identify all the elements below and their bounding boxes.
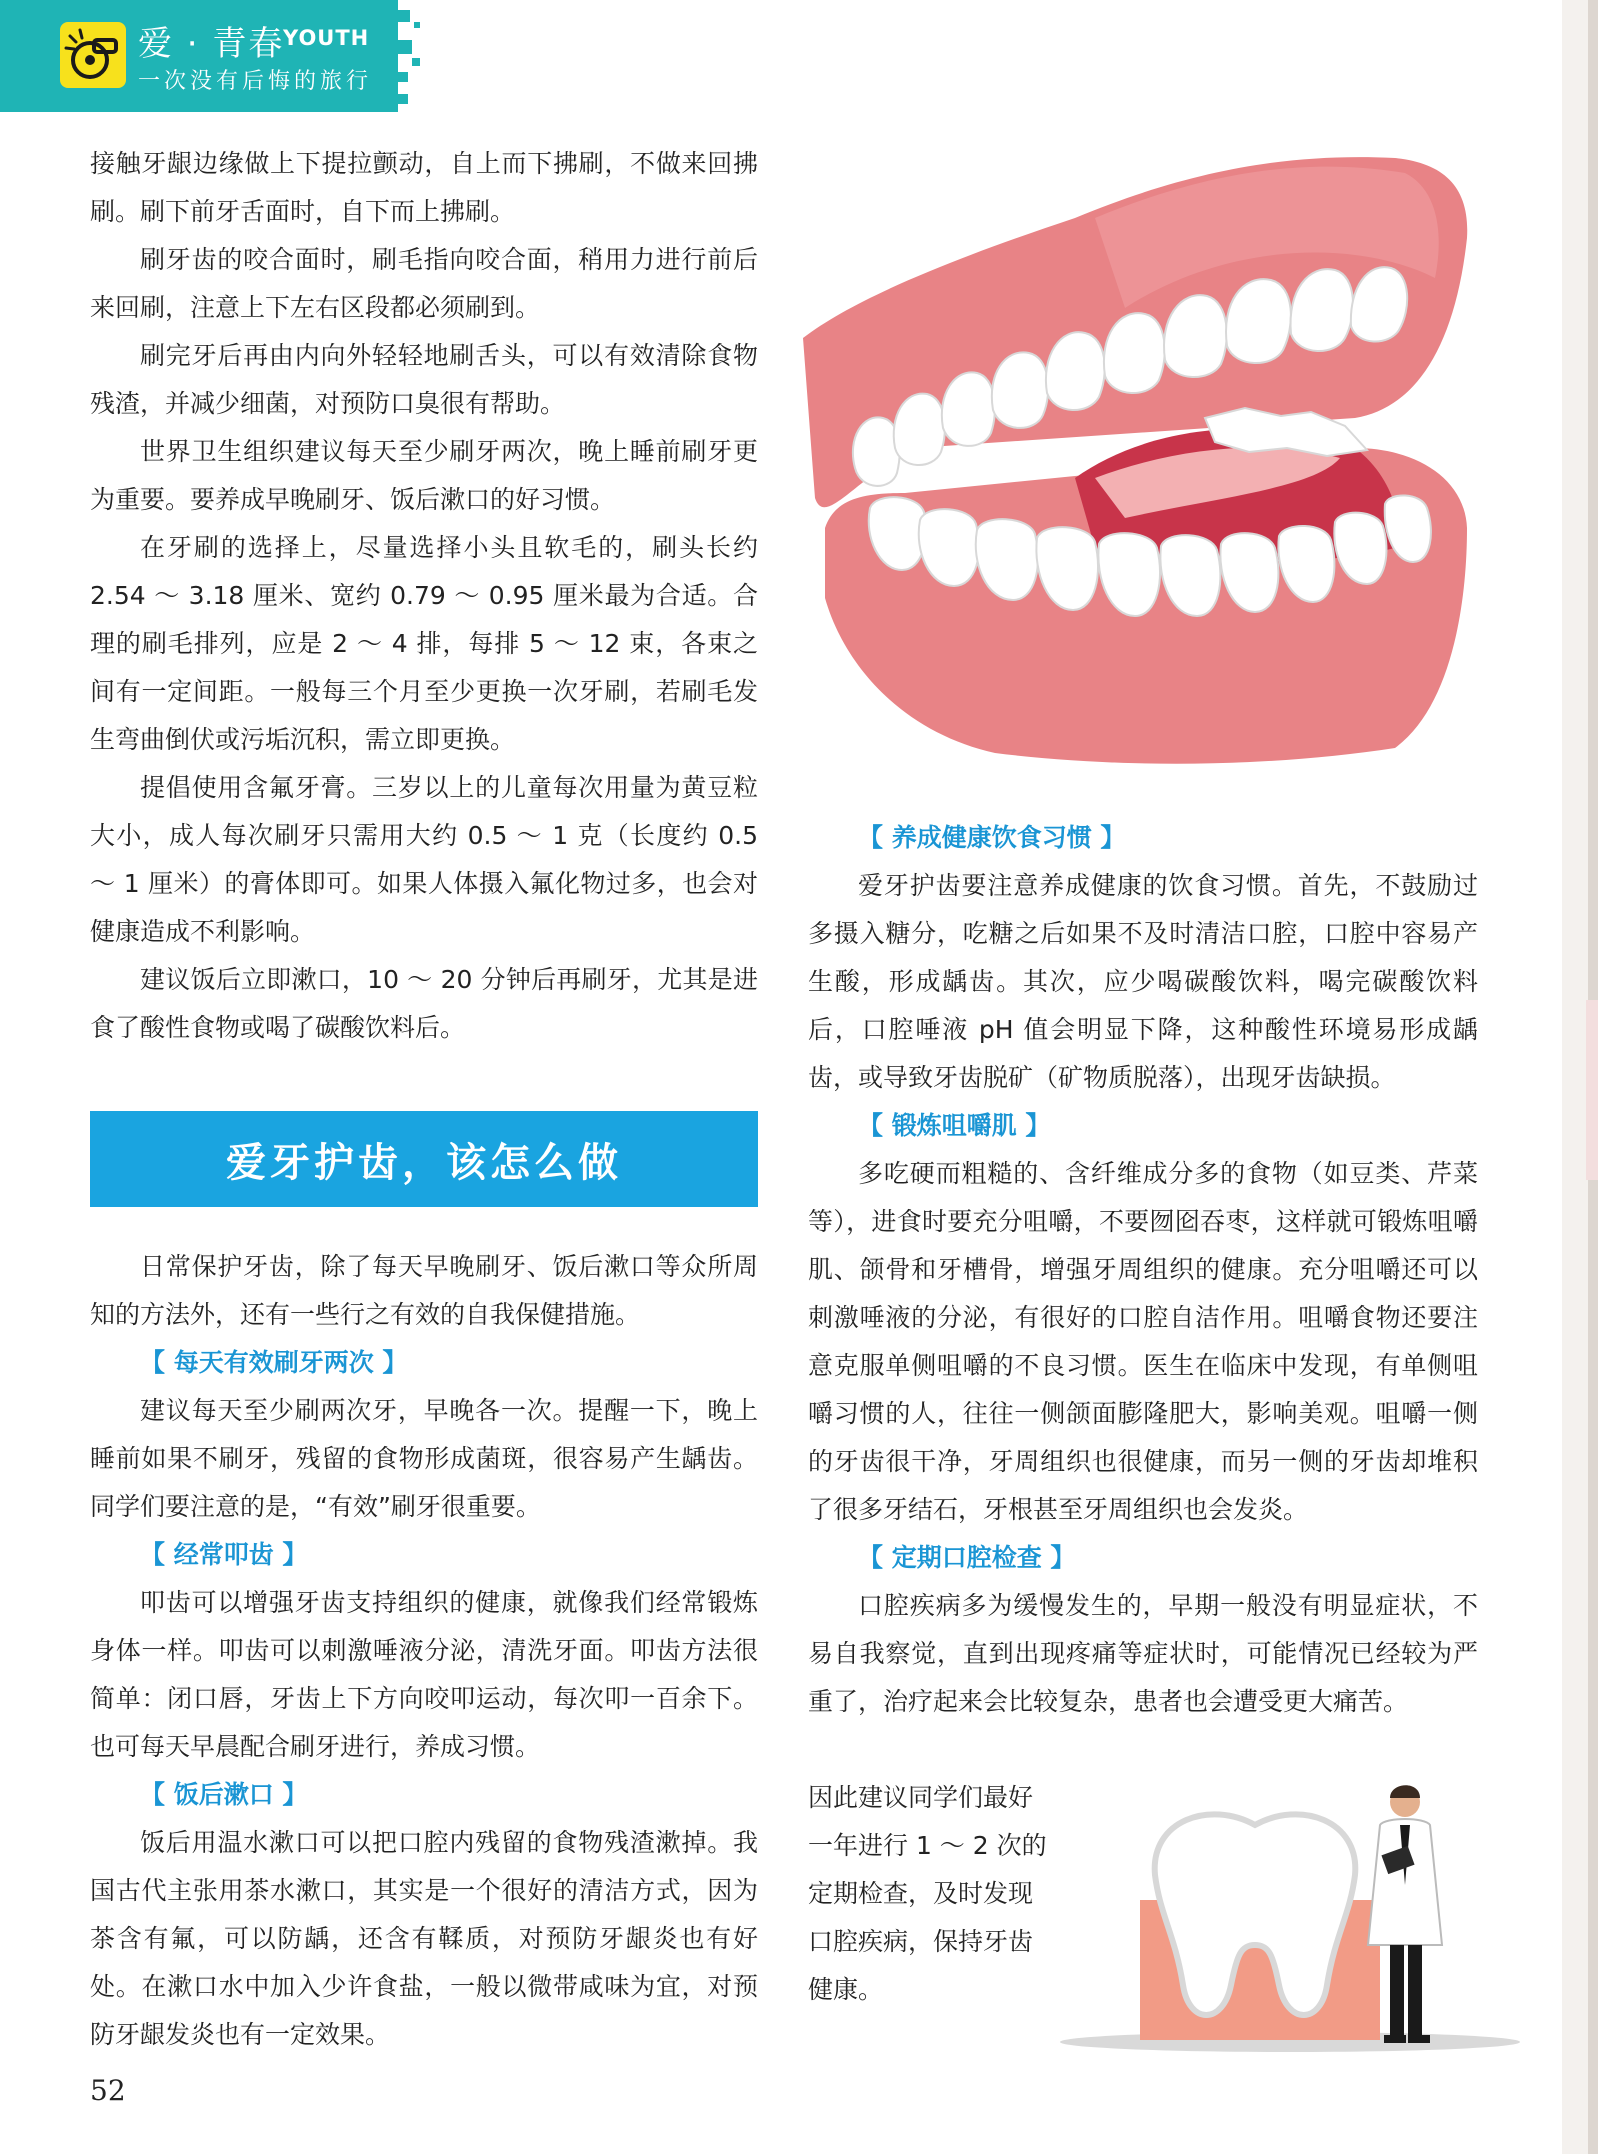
paragraph: 刷完牙后再由内向外轻轻地刷舌头，可以有效清除食物残渣，并减少细菌，对预防口臭很有帮助。 <box>90 341 758 418</box>
paragraph: 多吃硬而粗糙的、含纤维成分多的食物（如豆类、芹菜等），进食时要充分咀嚼，不要囫囵吞枣，这样就可锻炼咀嚼肌、颌骨和牙槽骨，增强牙周组织的健康。充分咀嚼还可以刺激唾液的分泌，有很好的口腔自洁作用。咀嚼食物还要注意克服单侧咀嚼的不良习惯。医生在临床中发现，有单侧咀嚼习惯的人，往往一侧颌面膨隆肥大，影响美观。咀嚼一侧的牙齿很干净，牙周组织也很健康，而另一侧的牙齿却堆积了很多牙结石，牙根甚至牙周组织也会发炎。 <box>808 1159 1478 1524</box>
section-heading: 【 锻炼咀嚼肌 】 <box>858 1111 1051 1140</box>
left-column-top <box>90 140 758 1052</box>
header-pixel <box>414 22 420 28</box>
text-line: 口腔疾病，保持牙齿 <box>808 1927 1034 1956</box>
text-line: 因此建议同学们最好 <box>808 1783 1034 1812</box>
section-heading: 【 每天有效刷牙两次 】 <box>140 1348 408 1377</box>
page-number: 52 <box>90 2074 126 2107</box>
paragraph: 刷牙齿的咬合面时，刷毛指向咬合面，稍用力进行前后来回刷，注意上下左右区段都必须刷到。 <box>90 245 758 322</box>
paragraph: 爱牙护齿要注意养成健康的饮食习惯。首先，不鼓励过多摄入糖分，吃糖之后如果不及时清洁口腔，口腔中容易产生酸，形成龋齿。其次，应少喝碳酸饮料，喝完碳酸饮料后，口腔唾液 pH 值会明显下降，这种酸性环境易形成龋齿，或导致牙齿脱矿（矿物质脱落），出现牙齿缺损。 <box>808 871 1478 1092</box>
whistle-icon <box>60 22 126 88</box>
section-heading: 【 养成健康饮食习惯 】 <box>858 823 1126 852</box>
paragraph: 接触牙龈边缘做上下提拉颤动，自上而下拂刷，不做来回拂刷。刷下前牙舌面时，自下而上拂刷。 <box>90 149 758 226</box>
section-heading: 【 定期口腔检查 】 <box>858 1543 1076 1572</box>
paragraph: 世界卫生组织建议每天至少刷牙两次，晚上睡前刷牙更为重要。要养成早晚刷牙、饭后漱口的好习惯。 <box>90 437 758 514</box>
header-pixel <box>398 72 408 82</box>
paragraph: 提倡使用含氟牙膏。三岁以上的儿童每次用量为黄豆粒大小，成人每次刷牙只需用大约 0.5 ～ 1 克（长度约 0.5 ～ 1 厘米）的膏体即可。如果人体摄入氟化物过多，也会对健康造成不利影响。 <box>90 773 758 946</box>
section-heading: 【 饭后漱口 】 <box>140 1780 308 1809</box>
header-title: 爱 · 青春 <box>138 24 285 64</box>
header-pixel <box>398 94 408 104</box>
paragraph: 口腔疾病多为缓慢发生的，早期一般没有明显症状，不易自我察觉，直到出现疼痛等症状时，可能情况已经较为严重了，治疗起来会比较复杂，患者也会遭受更大痛苦。 <box>808 1591 1478 1716</box>
left-column-bottom <box>90 1243 758 2059</box>
header-pixel <box>398 10 410 22</box>
header-pixel <box>412 58 420 66</box>
teeth-illustration <box>795 148 1475 778</box>
paragraph: 日常保护牙齿，除了每天早晚刷牙、饭后漱口等众所周知的方法外，还有一些行之有效的自我保健措施。 <box>90 1252 758 1329</box>
tooth-doctor-illustration <box>1050 1780 1520 2060</box>
paragraph: 饭后用温水漱口可以把口腔内残留的食物残渣漱掉。我国古代主张用茶水漱口，其实是一个很好的清洁方式，因为茶含有氟，可以防龋，还含有鞣质，对预防牙龈炎也有好处。在漱口水中加入少许食盐，一般以微带咸味为宜，对预防牙龈发炎也有一定效果。 <box>90 1828 758 2049</box>
paragraph: 建议饭后立即漱口，10 ～ 20 分钟后再刷牙，尤其是进食了酸性食物或喝了碳酸饮料后。 <box>90 965 758 1042</box>
text-line: 一年进行 1 ～ 2 次的 <box>808 1831 1047 1860</box>
header-title-en: YOUTH <box>283 26 370 50</box>
header-pixel <box>398 40 412 54</box>
text-line: 定期检查，及时发现 <box>808 1879 1034 1908</box>
magazine-header <box>0 0 398 112</box>
right-column <box>808 814 1478 1726</box>
page-edge-accent <box>1586 1000 1598 1180</box>
header-subtitle: 一次没有后悔的旅行 <box>138 69 373 94</box>
text-line: 健康。 <box>808 1975 884 2004</box>
section-title: 爱牙护齿，该怎么做 <box>226 1139 622 1186</box>
paragraph: 在牙刷的选择上，尽量选择小头且软毛的，刷头长约 2.54 ～ 3.18 厘米、宽约 0.79 ～ 0.95 厘米最为合适。合理的刷毛排列，应是 2 ～ 4 排，每排 5 ～ 12 束，各束之间有一定间距。一般每三个月至少更换一次牙刷，若刷毛发生弯曲倒伏或污垢沉积，需立即更换。 <box>90 533 758 754</box>
section-heading: 【 经常叩齿 】 <box>140 1540 308 1569</box>
paragraph: 建议每天至少刷两次牙，早晚各一次。提醒一下，晚上睡前如果不刷牙，残留的食物形成菌斑，很容易产生龋齿。同学们要注意的是，“有效”刷牙很重要。 <box>90 1396 758 1521</box>
right-column-tail <box>808 1774 1068 2014</box>
paragraph: 叩齿可以增强牙齿支持组织的健康，就像我们经常锻炼身体一样。叩齿可以刺激唾液分泌，清洗牙面。叩齿方法很简单：闭口唇，牙齿上下方向咬叩运动，每次叩一百余下。也可每天早晨配合刷牙进行，养成习惯。 <box>90 1588 758 1761</box>
section-title-bar <box>90 1111 758 1207</box>
